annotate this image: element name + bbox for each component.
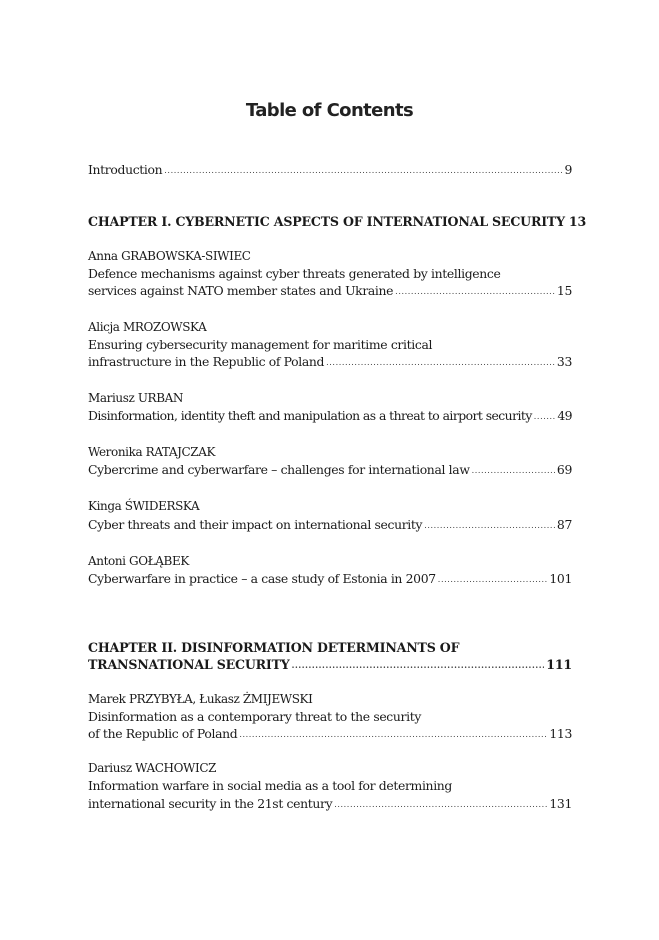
entry-title: Disinformation, identity theft and manipulation as a threat to airport security bbox=[88, 408, 532, 423]
toc-entry[interactable] bbox=[88, 461, 572, 478]
entry-author: Dariusz WACHOWICZ bbox=[88, 761, 217, 775]
chapter-title: CHAPTER I. CYBERNETIC ASPECTS OF INTERNATIONAL SECURITY bbox=[88, 214, 565, 229]
leader-dots bbox=[292, 657, 545, 674]
entry-title: international security in the 21st century bbox=[88, 796, 333, 811]
toc-entry[interactable] bbox=[88, 795, 572, 812]
page-number: 113 bbox=[549, 726, 572, 741]
toc-entry[interactable] bbox=[88, 353, 572, 370]
chapter-heading-1[interactable] bbox=[88, 213, 587, 230]
page-number: 131 bbox=[549, 796, 572, 811]
page-number: 49 bbox=[557, 408, 572, 423]
toc-entry[interactable] bbox=[88, 282, 572, 299]
page-number: 111 bbox=[546, 657, 572, 672]
entry-title-line: Disinformation as a contemporary threat to the security bbox=[88, 709, 421, 724]
toc-entry[interactable] bbox=[88, 516, 572, 533]
leader-dots bbox=[334, 796, 547, 813]
page-number: 33 bbox=[556, 354, 572, 369]
page-number: 87 bbox=[556, 517, 572, 532]
leader-dots bbox=[239, 726, 547, 743]
page-number: 15 bbox=[556, 283, 572, 298]
toc-entry-introduction[interactable] bbox=[88, 161, 572, 178]
entry-author: Alicja MROZOWSKA bbox=[88, 320, 207, 334]
chapter-title: TRANSNATIONAL SECURITY bbox=[88, 657, 290, 672]
page-number: 13 bbox=[568, 214, 587, 229]
entry-author: Kinga ŚWIDERSKA bbox=[88, 499, 200, 513]
page-number: 9 bbox=[564, 162, 572, 177]
leader-dots bbox=[534, 408, 556, 425]
page-title: Table of Contents bbox=[245, 100, 414, 121]
entry-title-line: Information warfare in social media as a tool for determining bbox=[88, 778, 453, 793]
entry-author: Marek PRZYBYŁA, Łukasz ŻMIJEWSKI bbox=[88, 692, 313, 706]
entry-title: services against NATO member states and Ukraine bbox=[88, 283, 394, 298]
entry-title-line: Defence mechanisms against cyber threats generated by intelligence bbox=[88, 266, 501, 281]
toc-entry[interactable] bbox=[88, 570, 572, 587]
entry-author: Anna GRABOWSKA-SIWIEC bbox=[88, 249, 251, 263]
entry-author: Antoni GOŁĄBEK bbox=[88, 554, 189, 568]
leader-dots bbox=[164, 162, 562, 179]
chapter-heading-2-line: CHAPTER II. DISINFORMATION DETERMINANTS OF bbox=[88, 640, 460, 655]
chapter-heading-2[interactable] bbox=[88, 656, 572, 673]
leader-dots bbox=[438, 571, 548, 588]
entry-title-line: Ensuring cybersecurity management for maritime critical bbox=[88, 337, 433, 352]
toc-entry[interactable] bbox=[88, 407, 572, 424]
entry-title: Introduction bbox=[88, 162, 163, 177]
leader-dots bbox=[424, 517, 555, 534]
toc-entry[interactable] bbox=[88, 725, 572, 742]
leader-dots bbox=[395, 283, 555, 300]
entry-title: infrastructure in the Republic of Poland bbox=[88, 354, 325, 369]
entry-author: Weronika RATAJCZAK bbox=[88, 445, 216, 459]
entry-title: Cyber threats and their impact on international security bbox=[88, 517, 423, 532]
entry-title: Cybercrime and cyberwarfare – challenges for international law bbox=[88, 462, 470, 477]
entry-title: of the Republic of Poland bbox=[88, 726, 238, 741]
entry-title: Cyberwarfare in practice – a case study of Estonia in 2007 bbox=[88, 571, 436, 586]
page-number: 69 bbox=[556, 462, 572, 477]
page-number: 101 bbox=[549, 571, 572, 586]
entry-author: Mariusz URBAN bbox=[88, 391, 183, 405]
leader-dots bbox=[326, 354, 555, 371]
leader-dots bbox=[472, 462, 555, 479]
